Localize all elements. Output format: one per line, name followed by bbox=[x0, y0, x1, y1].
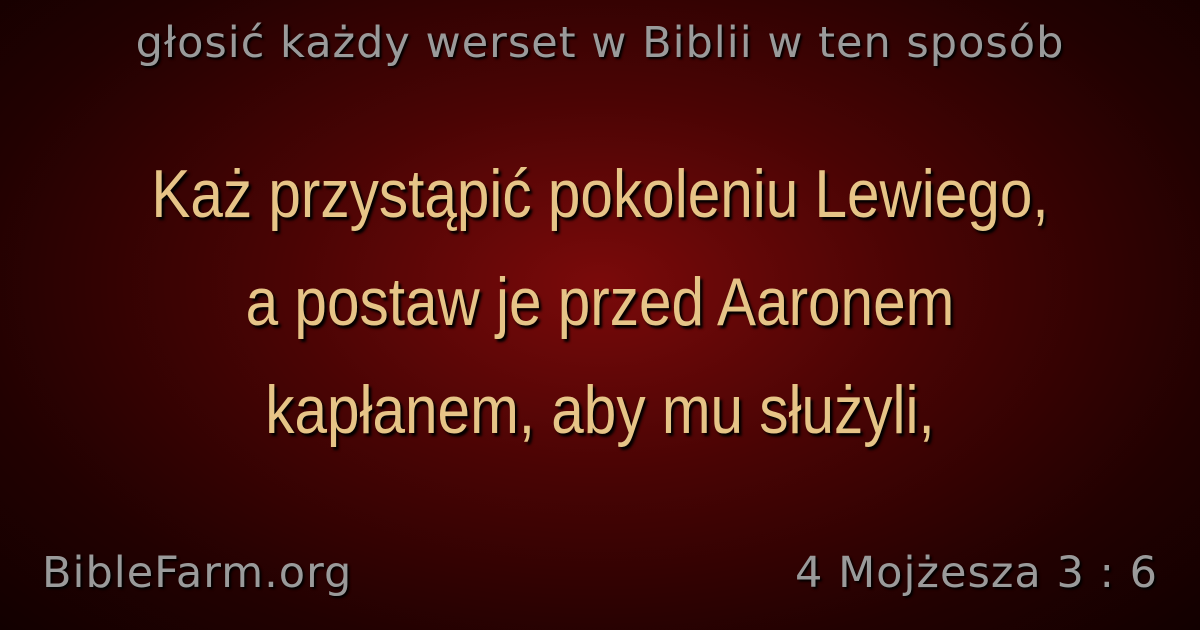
verse-line: a postaw je przed Aaronem bbox=[245, 264, 955, 340]
verse-line: kapłanem, aby mu służyli, bbox=[265, 372, 935, 448]
site-name: BibleFarm.org bbox=[42, 548, 353, 598]
verse-reference: 4 Mojżesza 3 : 6 bbox=[795, 548, 1158, 598]
verse-text bbox=[101, 140, 1099, 464]
tagline: głosić każdy werset w Biblii w ten sposób bbox=[135, 18, 1065, 68]
verse-line: Każ przystąpić pokoleniu Lewiego, bbox=[151, 156, 1049, 232]
